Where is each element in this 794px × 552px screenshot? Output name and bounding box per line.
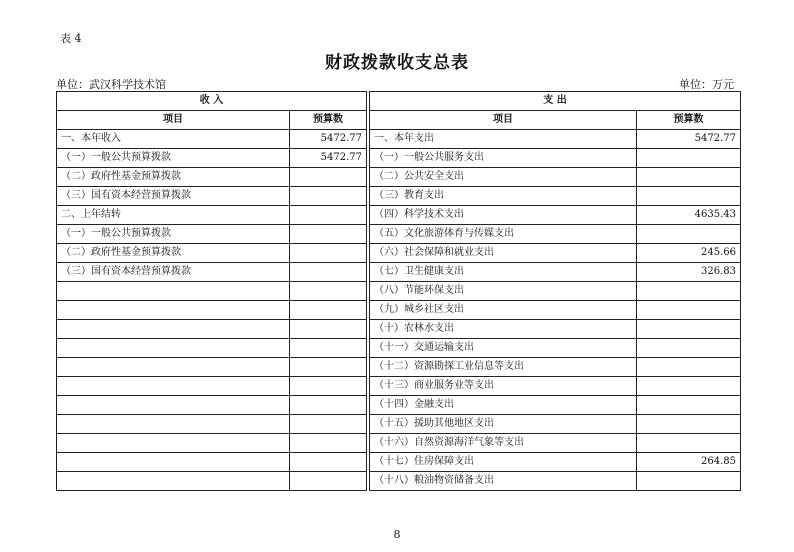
income-item-cell — [57, 282, 290, 301]
expense-item-cell: （十七）住房保障支出 — [370, 453, 637, 472]
expense-item-cell: （三）教育支出 — [370, 187, 637, 206]
expense-value-cell: 4635.43 — [637, 206, 741, 225]
expense-item-cell: （十四）金融支出 — [370, 396, 637, 415]
expense-value-cell — [637, 415, 741, 434]
income-item-cell: （一）一般公共预算拨款 — [57, 149, 290, 168]
expense-item-cell: （十一）交通运输支出 — [370, 339, 637, 358]
table-label: 表 4 — [60, 32, 82, 45]
budget-table — [56, 91, 741, 491]
table-row — [57, 396, 741, 415]
expense-value-cell — [637, 358, 741, 377]
expense-item-cell: （四）科学技术支出 — [370, 206, 637, 225]
expense-item-cell: （十六）自然资源海洋气象等支出 — [370, 434, 637, 453]
table-row — [57, 472, 741, 491]
expense-item-cell: 一、本年支出 — [370, 130, 637, 149]
expense-value-cell — [637, 434, 741, 453]
income-value-cell — [290, 206, 367, 225]
expense-value-cell — [637, 187, 741, 206]
income-item-cell — [57, 358, 290, 377]
income-budget-header: 预算数 — [290, 111, 367, 130]
income-item-cell — [57, 396, 290, 415]
table-row — [57, 415, 741, 434]
expense-item-cell: （二）公共安全支出 — [370, 168, 637, 187]
table-row — [57, 377, 741, 396]
income-value-cell — [290, 320, 367, 339]
expense-item-cell: （七）卫生健康支出 — [370, 263, 637, 282]
income-value-cell — [290, 301, 367, 320]
expense-item-cell: （十）农林水支出 — [370, 320, 637, 339]
expense-value-cell: 326.83 — [637, 263, 741, 282]
income-item-cell: （二）政府性基金预算拨款 — [57, 168, 290, 187]
income-value-cell — [290, 339, 367, 358]
income-item-cell — [57, 434, 290, 453]
income-value-cell — [290, 472, 367, 491]
income-item-cell — [57, 301, 290, 320]
table-row — [57, 301, 741, 320]
income-item-cell — [57, 377, 290, 396]
expense-value-cell — [637, 225, 741, 244]
income-item-cell — [57, 472, 290, 491]
income-item-cell — [57, 415, 290, 434]
expense-value-cell — [637, 339, 741, 358]
table-row — [57, 453, 741, 472]
income-item-cell: （三）国有资本经营预算拨款 — [57, 263, 290, 282]
income-value-cell: 5472.77 — [290, 149, 367, 168]
income-value-cell — [290, 434, 367, 453]
expense-value-cell — [637, 149, 741, 168]
income-value-cell — [290, 415, 367, 434]
income-value-cell — [290, 282, 367, 301]
income-value-cell: 5472.77 — [290, 130, 367, 149]
expense-item-cell: （九）城乡社区支出 — [370, 301, 637, 320]
expense-item-cell: （五）文化旅游体育与传媒支出 — [370, 225, 637, 244]
table-row — [57, 206, 741, 225]
table-row — [57, 263, 741, 282]
expense-item-cell: （十五）援助其他地区支出 — [370, 415, 637, 434]
income-item-cell: （三）国有资本经营预算拨款 — [57, 187, 290, 206]
table-row — [57, 358, 741, 377]
page-title: 财政拨款收支总表 — [325, 53, 469, 73]
expense-value-cell — [637, 301, 741, 320]
table-row — [57, 225, 741, 244]
expense-value-cell — [637, 168, 741, 187]
table-row — [57, 434, 741, 453]
income-value-cell — [290, 453, 367, 472]
income-header: 收 入 — [57, 92, 367, 111]
income-item-cell: 二、上年结转 — [57, 206, 290, 225]
expense-value-cell — [637, 396, 741, 415]
income-item-cell — [57, 339, 290, 358]
income-value-cell — [290, 187, 367, 206]
income-item-header: 项目 — [57, 111, 290, 130]
expense-item-cell: （十二）资源勘探工业信息等支出 — [370, 358, 637, 377]
expense-header: 支 出 — [370, 92, 741, 111]
income-value-cell — [290, 244, 367, 263]
page-number: 8 — [393, 528, 401, 541]
income-item-cell — [57, 453, 290, 472]
table-row — [57, 168, 741, 187]
column-header-row — [57, 111, 741, 130]
table-row — [57, 339, 741, 358]
income-value-cell — [290, 225, 367, 244]
income-value-cell — [290, 396, 367, 415]
income-value-cell — [290, 358, 367, 377]
expense-item-header: 项目 — [370, 111, 637, 130]
expense-value-cell — [637, 282, 741, 301]
table-row — [57, 282, 741, 301]
expense-item-cell: （八）节能环保支出 — [370, 282, 637, 301]
income-item-cell: 一、本年收入 — [57, 130, 290, 149]
expense-value-cell — [637, 320, 741, 339]
table-row — [57, 149, 741, 168]
income-value-cell — [290, 168, 367, 187]
table-row — [57, 130, 741, 149]
unit-organization: 单位：武汉科学技术馆 — [56, 78, 166, 91]
table-row — [57, 244, 741, 263]
unit-currency: 单位：万元 — [679, 78, 734, 91]
income-item-cell: （二）政府性基金预算拨款 — [57, 244, 290, 263]
expense-item-cell: （十三）商业服务业等支出 — [370, 377, 637, 396]
expense-item-cell: （十八）粮油物资储备支出 — [370, 472, 637, 491]
expense-item-cell: （一）一般公共服务支出 — [370, 149, 637, 168]
expense-value-cell: 5472.77 — [637, 130, 741, 149]
table-row — [57, 320, 741, 339]
expense-value-cell: 245.66 — [637, 244, 741, 263]
income-item-cell: （一）一般公共预算拨款 — [57, 225, 290, 244]
expense-budget-header: 预算数 — [637, 111, 741, 130]
income-item-cell — [57, 320, 290, 339]
table-row — [57, 187, 741, 206]
expense-item-cell: （六）社会保障和就业支出 — [370, 244, 637, 263]
expense-value-cell — [637, 472, 741, 491]
expense-value-cell — [637, 377, 741, 396]
income-value-cell — [290, 263, 367, 282]
income-value-cell — [290, 377, 367, 396]
section-header-row — [57, 92, 741, 111]
expense-value-cell: 264.85 — [637, 453, 741, 472]
